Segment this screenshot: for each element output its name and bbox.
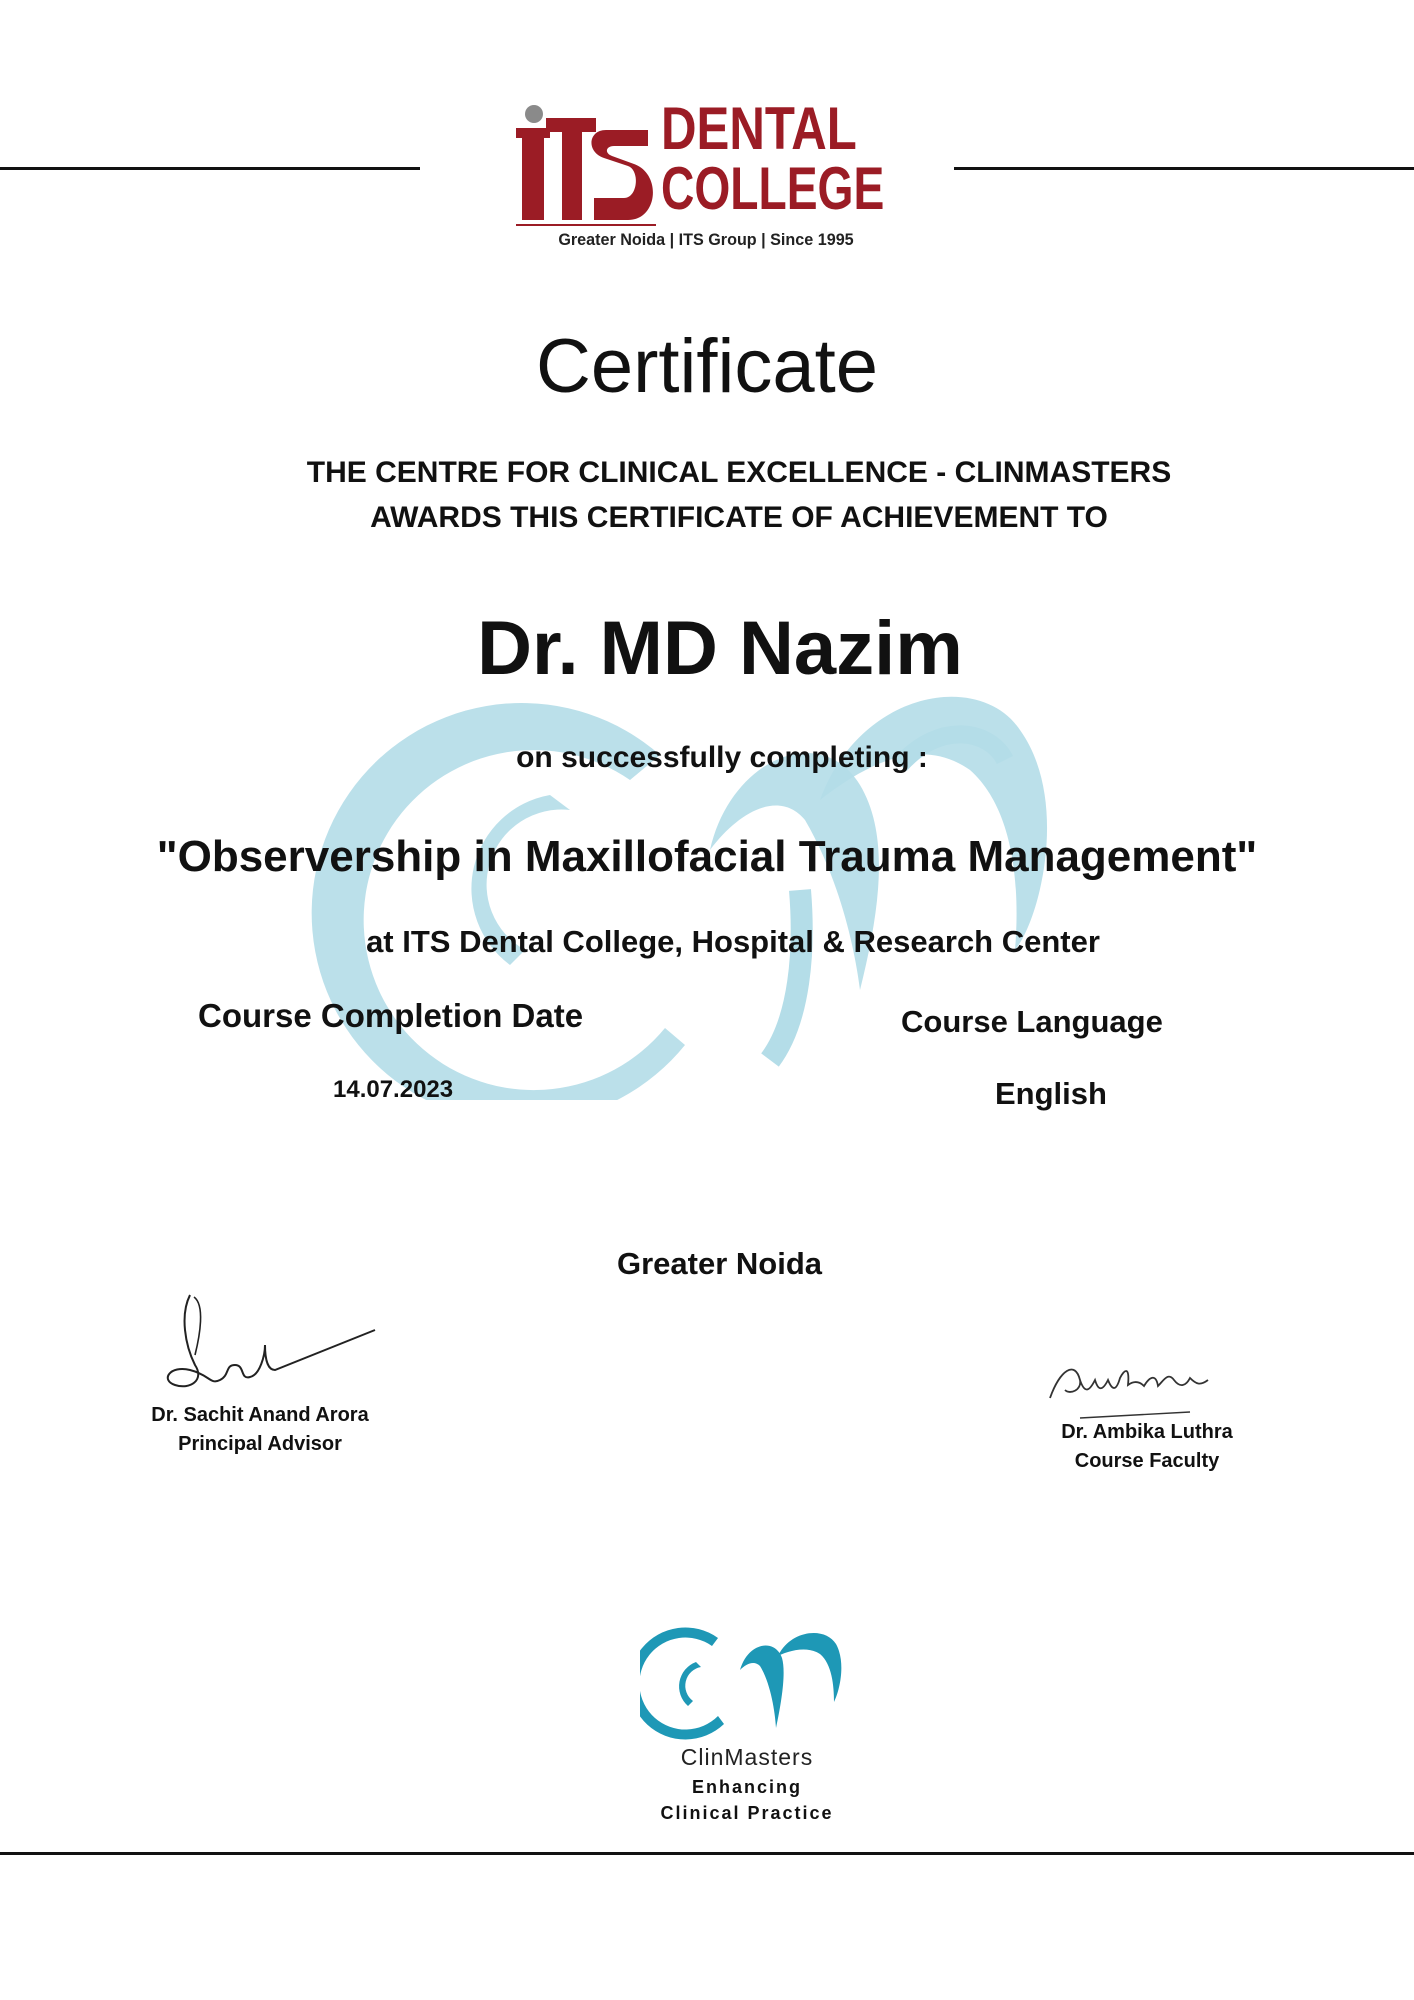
footer-rule [0,1852,1414,1855]
signatory-2-name: Dr. Ambika Luthra [1061,1421,1233,1443]
completion-date-label: Course Completion Date [198,997,584,1034]
completion-intro: on successfully completing : [516,741,928,774]
logo-tagline: Greater Noida | ITS Group | Since 1995 [558,230,854,249]
logo-word-dental: DENTAL [661,95,857,162]
signatory-1-role: Principal Advisor [178,1433,342,1455]
clinmasters-brand: ClinMasters [680,1744,814,1770]
completion-date-value: 14.07.2023 [333,1076,454,1103]
clinmasters-tagline-1: Enhancing [691,1777,802,1797]
venue: at ITS Dental College, Hospital & Research Center [366,924,1100,959]
signature-sachit-arora [150,1285,380,1410]
course-language-value: English [995,1076,1107,1111]
header-rule-right [954,167,1414,170]
clinmasters-logo-icon [640,1620,850,1740]
recipient-name: Dr. MD Nazim [477,606,963,691]
its-dental-college-logo [516,92,896,262]
signatory-2-role: Course Faculty [1074,1450,1220,1472]
course-title: "Observership in Maxillofacial Trauma Management" [156,832,1258,881]
award-line-1: THE CENTRE FOR CLINICAL EXCELLENCE - CLINMASTERS [306,456,1172,489]
signatory-1-name: Dr. Sachit Anand Arora [151,1404,369,1426]
logo-word-college: COLLEGE [661,155,885,222]
award-line-2: AWARDS THIS CERTIFICATE OF ACHIEVEMENT TO [370,501,1108,534]
location: Greater Noida [617,1246,823,1281]
header-rule-left [0,167,420,170]
certificate-title: Certificate [535,324,879,409]
course-language-label: Course Language [901,1004,1163,1039]
its-mark-icon [516,100,656,230]
clinmasters-tagline-2: Clinical Practice [660,1803,834,1823]
signature-ambika-luthra [1040,1350,1240,1420]
